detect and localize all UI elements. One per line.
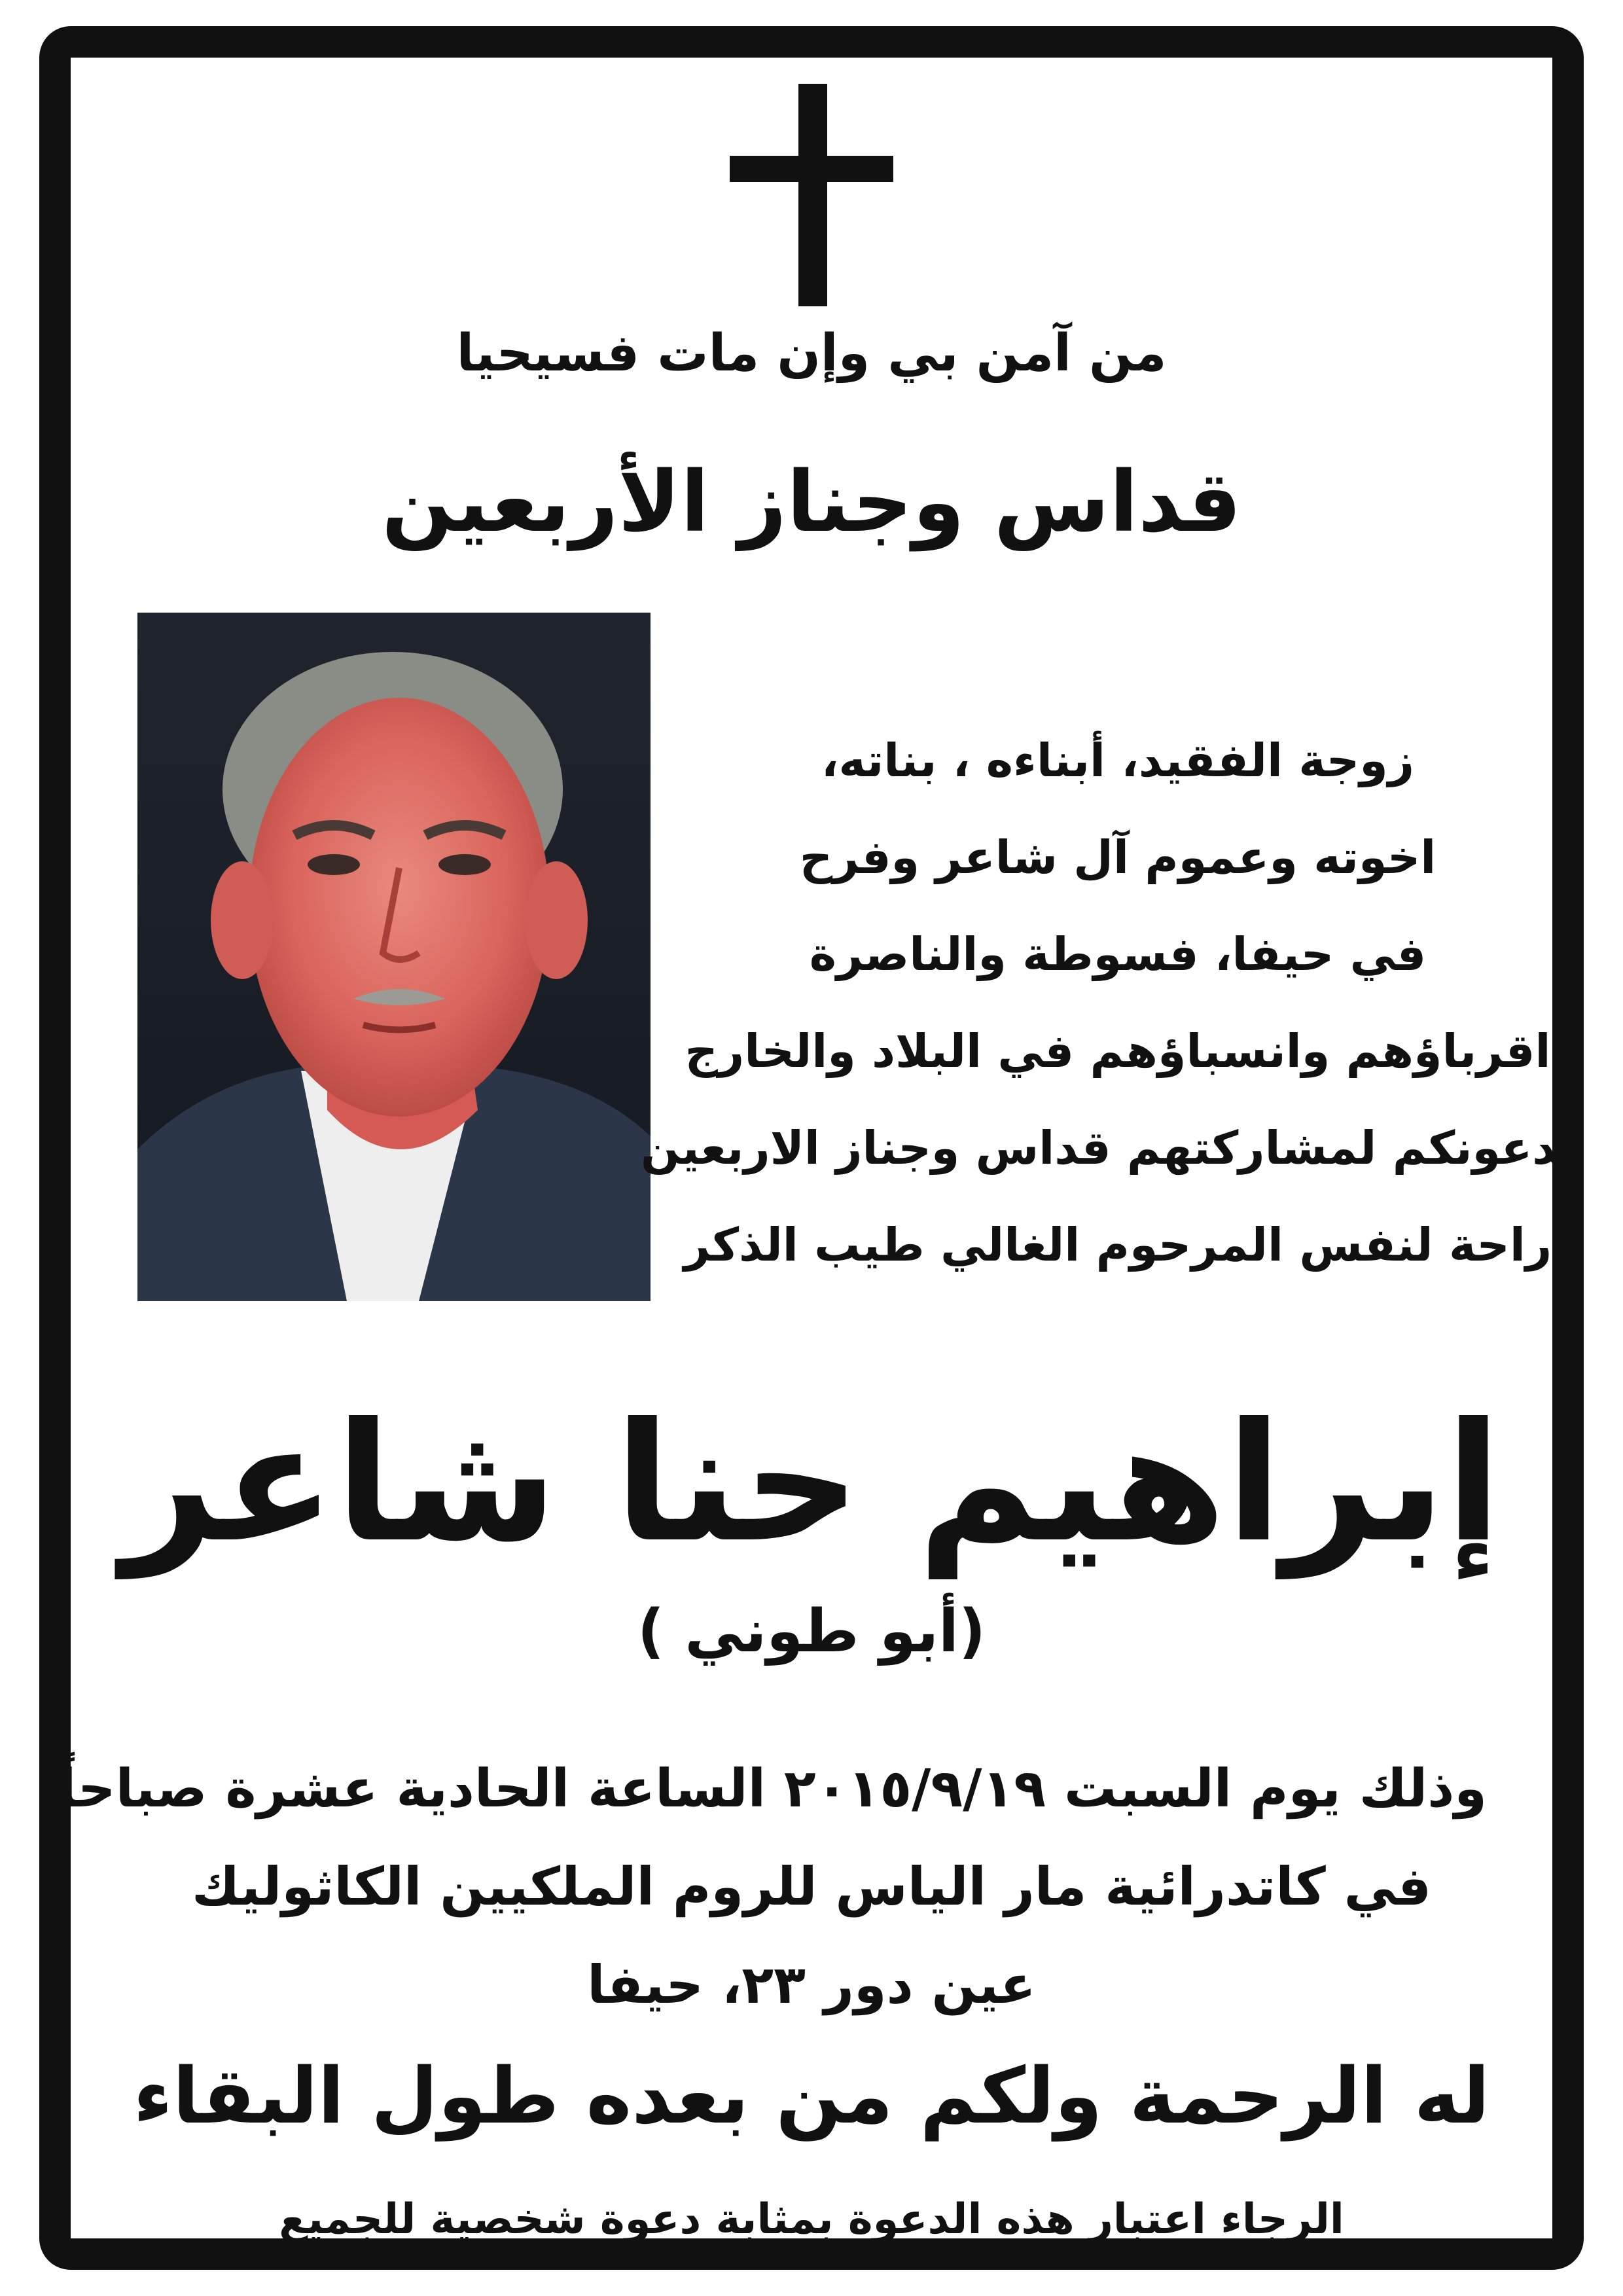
invitation-line: اخوته وعموم آل شاعر وفرح [799, 831, 1436, 884]
invitation-line: زوجة الفقيد، أبناءه ، بناته، [821, 734, 1415, 787]
event-line: في كاتدرائية مار الياس للروم الملكيين الكاثوليك [192, 1856, 1431, 1917]
invitation-line: يدعونكم لمشاركتهم قداس وجناز الاربعين [641, 1121, 1576, 1175]
invitation-line: راحة لنفس المرحوم الغالي طيب الذكر [683, 1218, 1552, 1272]
invitation-text [641, 712, 1576, 1293]
deceased-name: إبراهيم حنا شاعر [121, 1388, 1502, 1578]
invitation-line: في حيفا، فسوطة والناصرة [809, 927, 1427, 981]
cross-icon [730, 84, 893, 306]
portrait-photo [137, 613, 651, 1301]
condolence-text: له الرحمة ولكم من بعده طول البقاء [133, 2051, 1490, 2141]
event-details [58, 1740, 1487, 2034]
event-line: وذلك يوم السبت ٢٠١٥/٩/١٩ الساعة الحادية عشرة صباحاً [58, 1758, 1487, 1819]
obituary-frame [39, 26, 1584, 2270]
scripture-verse: من آمن بي وإن مات فسيحيا [456, 324, 1167, 383]
invitation-line: اقرباؤهم وانسباؤهم في البلاد والخارج [685, 1024, 1551, 1078]
page-title: قداس وجناز الأربعين [382, 454, 1241, 551]
footer-note: الرجاء اعتبار هذه الدعوة بمثابة دعوة شخصية للجميع [279, 2195, 1344, 2244]
deceased-nickname: (أبو طوني ) [637, 1597, 986, 1666]
event-line: عين دور ٢٣، حيفا [587, 1954, 1036, 2015]
